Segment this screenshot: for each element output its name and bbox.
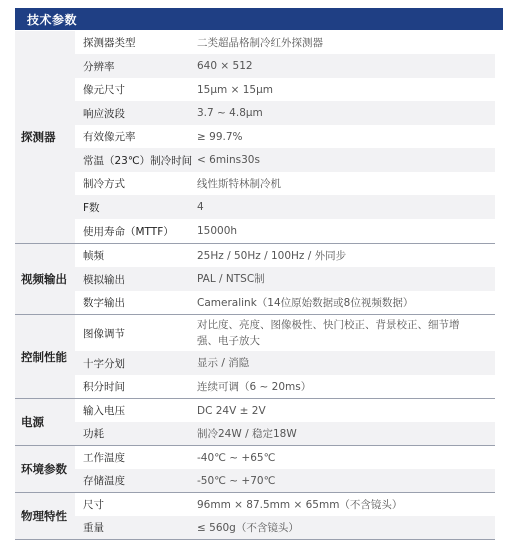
section-control <box>15 315 495 398</box>
table-row <box>75 172 495 195</box>
row-label: 输入电压 <box>83 405 125 417</box>
category-cell <box>15 315 75 398</box>
row-label: 帧频 <box>83 250 104 262</box>
row-value: 二类超晶格制冷红外探测器 <box>197 36 323 49</box>
row-label: 重量 <box>83 516 197 539</box>
row-label: 常温（23℃）制冷时间 <box>83 148 197 172</box>
category-label: 探测器 <box>21 130 56 144</box>
category-cell <box>15 244 75 314</box>
row-value: 3.7 ~ 4.8μm <box>197 101 495 125</box>
table-row <box>75 219 495 243</box>
section-physical <box>15 493 495 539</box>
row-value: 96mm × 87.5mm × 65mm（不含镜头） <box>197 498 403 511</box>
category-label: 电源 <box>21 415 44 429</box>
row-label: 数字输出 <box>83 297 125 309</box>
row-value: ≥ 99.7% <box>197 130 243 143</box>
table-row <box>75 148 495 172</box>
table-row <box>75 101 495 125</box>
row-value: 线性斯特林制冷机 <box>197 177 281 190</box>
row-value: 显示 / 消隐 <box>197 351 495 375</box>
row-value: 连续可调（6 ~ 20ms） <box>197 380 312 393</box>
table-row <box>75 244 495 267</box>
row-label: 存储温度 <box>83 469 197 492</box>
row-label: 使用寿命（MTTF） <box>83 225 174 238</box>
row-value: 对比度、亮度、图像极性、快门校正、背景校正、细节增强、电子放大 <box>197 319 460 347</box>
row-label: 探测器类型 <box>83 37 136 49</box>
row-label: 图像调节 <box>83 327 125 340</box>
row-value: -40℃ ~ +65℃ <box>197 451 276 464</box>
category-cell <box>15 399 75 445</box>
row-label: 工作温度 <box>83 452 125 464</box>
row-label: 模拟输出 <box>83 267 197 291</box>
row-label: 功耗 <box>83 422 197 445</box>
row-value: 制冷24W / 稳定18W <box>197 422 495 445</box>
row-label: 尺寸 <box>83 499 104 511</box>
row-value: -50℃ ~ +70℃ <box>197 469 495 492</box>
row-value: Cameralink（14位原始数据或8位视频数据） <box>197 296 414 309</box>
row-label: 制冷方式 <box>83 178 125 190</box>
row-label: F数 <box>83 195 197 219</box>
table-row <box>75 493 495 516</box>
section-video-output <box>15 244 495 314</box>
table-row <box>75 78 495 101</box>
row-value: 25Hz / 50Hz / 100Hz / 外同步 <box>197 249 347 262</box>
category-cell <box>15 31 75 243</box>
table-row <box>75 375 495 398</box>
row-label: 像元尺寸 <box>83 84 125 96</box>
table-row <box>75 446 495 469</box>
row-value: ≤ 560g（不含镜头） <box>197 516 495 539</box>
category-label: 控制性能 <box>21 349 67 364</box>
row-label: 有效像元率 <box>83 131 136 143</box>
table-row <box>75 469 495 492</box>
category-label: 环境参数 <box>21 462 67 476</box>
row-label: 积分时间 <box>83 381 125 393</box>
section-divider <box>15 539 495 540</box>
row-value: 15μm × 15μm <box>197 83 274 96</box>
row-label: 十字分划 <box>83 351 197 375</box>
row-value: 640 × 512 <box>197 54 495 78</box>
table-row <box>75 195 495 219</box>
table-row <box>75 31 495 54</box>
table-row <box>75 516 495 539</box>
section-header <box>15 8 503 30</box>
table-row <box>75 267 495 291</box>
table-row <box>75 422 495 445</box>
category-cell <box>15 446 75 492</box>
row-value: 15000h <box>197 225 238 237</box>
row-value: DC 24V ± 2V <box>197 404 266 417</box>
section-environment <box>15 446 495 492</box>
table-row <box>75 315 495 351</box>
section-detector <box>15 31 495 243</box>
section-power <box>15 399 495 445</box>
row-value: 4 <box>197 195 495 219</box>
header-title: 技术参数 <box>27 13 78 27</box>
row-value: PAL / NTSC制 <box>197 267 495 291</box>
category-cell <box>15 493 75 539</box>
table-row <box>75 351 495 375</box>
category-label: 物理特性 <box>21 509 67 523</box>
table-row <box>75 399 495 422</box>
table-row <box>75 125 495 148</box>
row-value: < 6mins30s <box>197 148 495 172</box>
row-label: 分辨率 <box>83 54 197 78</box>
category-label: 视频输出 <box>21 272 67 286</box>
table-row <box>75 54 495 78</box>
row-label: 响应波段 <box>83 101 197 125</box>
table-row <box>75 291 495 314</box>
